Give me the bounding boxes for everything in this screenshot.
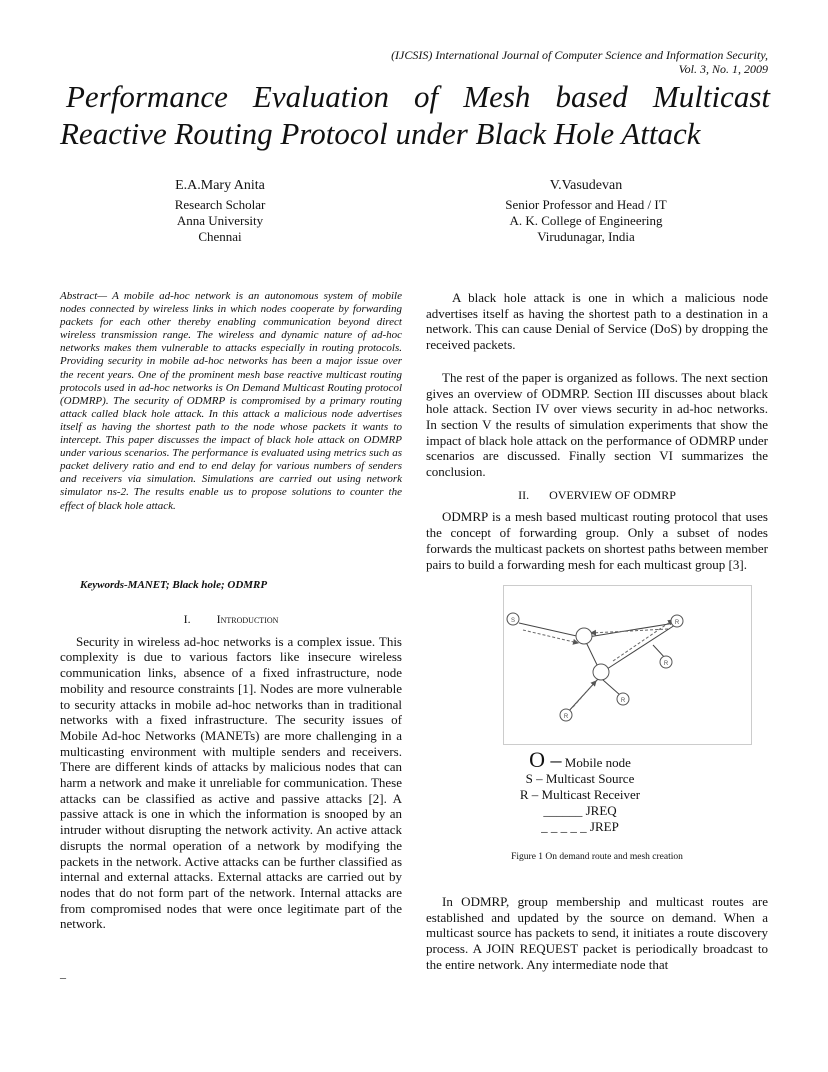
jrep-link (613, 620, 673, 661)
footnote-mark: _ (60, 966, 66, 980)
mobile-node (593, 664, 609, 680)
section-heading (60, 612, 402, 628)
section-title: Introduction (216, 612, 279, 626)
jreq-label: JREQ (585, 803, 617, 818)
jreq-line: ______ (543, 803, 583, 818)
receiver-node-label: R (620, 698, 626, 704)
mobile-node-symbol: O – (529, 747, 562, 772)
jrep-label: JREP (589, 819, 619, 834)
author-2 (474, 178, 698, 245)
legend-jrep (480, 819, 680, 835)
figure-caption: Figure 1 On demand route and mesh creation (511, 852, 683, 862)
author-affiliation: Anna University (176, 213, 264, 228)
section-number: II. (518, 487, 530, 502)
receiver-node-label: R (663, 661, 669, 667)
figure-border (504, 586, 752, 745)
journal-name: (IJCSIS) International Journal of Computer Science and Information Security, (391, 48, 768, 62)
author-affiliation: Research Scholar (174, 197, 266, 212)
paragraph-black-hole: A black hole attack is one in which a malicious node advertises itself as having the shortest path to a destination in a network. This can cause Denial of Service (DoS) by dropping the received packets. (426, 290, 768, 353)
legend-source: S – Multicast Source (525, 771, 635, 786)
author-name: E.A.Mary Anita (175, 178, 265, 193)
paragraph-odmrp-membership: In ODMRP, group membership and multicast routes are established and updated by the source on demand. When a multicast source has packets to send, it initiates a route discovery process. A JOIN REQUEST packet is periodically broadcast to the entire network. Any intermediate node that (426, 894, 768, 972)
mesh-link (519, 623, 581, 637)
jrep-line: _ _ _ _ _ (541, 819, 587, 834)
paragraph-odmrp: ODMRP is a mesh based multicast routing protocol that uses the concept of forwarding group. Only a subset of nodes forwards the multicast packets on shortest paths between member pairs to build a forwarding mesh for each multicast group [3]. (426, 509, 768, 572)
right-column-bottom (426, 894, 768, 973)
abstract (60, 290, 402, 513)
author-affiliation: Virudunagar, India (537, 229, 635, 244)
mobile-node-text: Mobile node (564, 755, 631, 770)
section-number: I. (183, 612, 191, 626)
mobile-node (576, 628, 592, 644)
paragraph-organization: The rest of the paper is organized as follows. The next section gives an overview of ODMRP. Section III discusses about black hole attack. Section IV over views security in ad-hoc networks. In section V the results of simulation experiments that show the impact of black hole attack on the performance of ODMRP under scenarios are discussed. Finally section VI summarizes the conclusion. (426, 369, 768, 480)
legend-receiver: R – Multicast Receiver (519, 787, 641, 802)
author-1 (120, 178, 320, 245)
figure-legend (480, 747, 680, 835)
abstract-text: — A mobile ad-hoc network is an autonomous system of mobile nodes connected by wireless links in which nodes cooperate by forwarding packets for each other thereby enabling communication beyond direct wireless transmission range. The wireless and dynamic nature of ad-hoc networks makes them vulnerable to attacks especially in routing protocols. Providing security in mobile ad-hoc networks has been a major issue over the recent years. One of the prominent mesh base reactive multicast routing protocols used in ad-hoc networks is On Demand Multicast Routing protocol (ODMRP). The security of ODMRP is compromised by a primary routing attack called black hole attack. In this attack a malicious node advertises itself as having the shortest path to the node whose packets it wants to intercept. This paper discusses the impact of black hole attack on ODMRP under various scenarios. The performance is evaluated using metrics such as packet delivery ratio and end to end delay for various numbers of senders and receivers via simulation. Simulations are carried out using network simulator ns-2. The results enable us to propose solutions to counter the effect of black hole attack. (60, 290, 402, 512)
author-affiliation: Senior Professor and Head / IT (505, 197, 667, 212)
source-node-label: S (510, 618, 516, 624)
journal-volume: Vol. 3, No. 1, 2009 (678, 62, 768, 76)
legend-jreq (480, 803, 680, 819)
paper-title (60, 78, 770, 152)
jrep-link (523, 630, 578, 643)
abstract-label: Abstract (60, 290, 98, 302)
keywords: Keywords-MANET; Black hole; ODMRP (80, 579, 268, 591)
section-title: OVERVIEW OF ODMRP (549, 487, 676, 502)
title-line-1: Performance Evaluation of Mesh based Multicast (66, 79, 770, 114)
right-column-top (426, 290, 768, 572)
mesh-link (588, 623, 675, 637)
journal-header (268, 48, 768, 76)
receiver-node-label: R (563, 714, 569, 720)
intro-paragraph: Security in wireless ad-hoc networks is a complex issue. This complexity is due to various factors like insecure wireless communication links, absence of a fixed infrastructure, node mobility and resource constraints [1]. Nodes are more vulnerable to security attacks in mobile ad-hoc networks than in traditional networks with a fixed infrastructure. The security issues of Mobile Ad-hoc Networks (MANETs) are more challenging in a multicasting environment with multiple senders and receivers. There are different kinds of attacks by malicious nodes that can harm a network and make it unreliable for communication. These attacks can be classified as active and passive attacks [2]. A passive attack is one in which the information is snooped by an intruder without disrupting the network activity. An active attack disrupts the normal operation of a network by modifying the packets in the network. Active attacks can be further classified as internal and external attacks. External attacks are carried out by nodes that do not form part of the network. Internal attacks are from compromised nodes that were once legitimate part of the network. (60, 633, 402, 932)
receiver-node-label: R (674, 620, 680, 626)
author-affiliation: Chennai (198, 229, 242, 244)
author-name: V.Vasudevan (549, 178, 623, 193)
mesh-link (603, 680, 620, 695)
mesh-diagram (503, 585, 752, 745)
legend-mobile-node (480, 747, 680, 772)
title-line-2: Reactive Routing Protocol under Black Hole Attack (60, 116, 701, 151)
author-affiliation: A. K. College of Engineering (509, 213, 663, 228)
section-heading (426, 488, 768, 504)
section-introduction (60, 612, 402, 932)
